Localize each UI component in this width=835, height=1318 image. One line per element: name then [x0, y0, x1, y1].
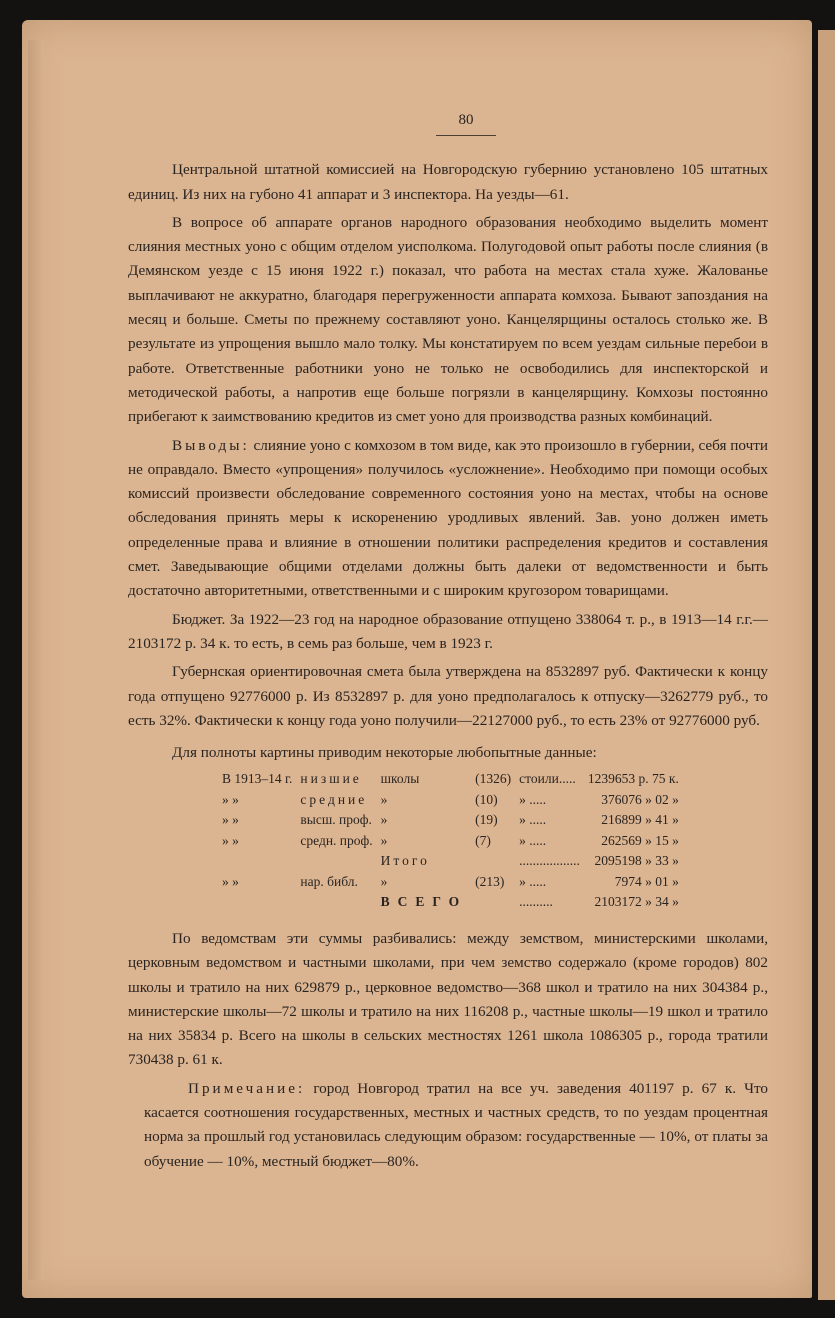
- table-intro: Для полноты картины приводим некоторые любопытные данные:: [172, 744, 597, 762]
- table-cell: » .....: [519, 812, 547, 828]
- table-cell: [218, 892, 296, 913]
- table-cell: средние: [300, 791, 368, 807]
- table-cell: » .....: [519, 791, 547, 807]
- conclusion-lead: Выводы:: [172, 436, 250, 454]
- note-lead: Примечание:: [188, 1079, 306, 1097]
- paragraph-conclusions: [128, 434, 768, 604]
- table-cell: (213): [475, 873, 505, 889]
- table-cell: ..........: [519, 894, 553, 910]
- table-cell: » »: [222, 832, 239, 848]
- paragraph-departments: По ведомствам эти суммы разбивались: между земством, министерскими школами, церковным ведомством и частными школами, при чем земство содержало (кроме городов) 802 школы и тратило на них 629879 р., церковное ведомство—368 школ и тратило на них 304384 р., министерские школы—72 школы и тратило на них 116208 р., частные школы—19 школ и тратило на них 35834 р. Всего на школы в сельских местностях 1261 школа 1086305 р., города тратили 730438 р. 61 к.: [128, 929, 768, 1069]
- table-cell: » »: [222, 812, 239, 828]
- table-cell: 376076 » 02 »: [601, 791, 679, 807]
- table-cell: Итого: [380, 853, 430, 869]
- paragraph-note: [144, 1077, 768, 1174]
- table-row-total: [218, 892, 683, 913]
- spacer: [128, 913, 768, 927]
- table-row: [218, 790, 683, 811]
- table-cell: нар. библ.: [300, 873, 358, 889]
- expenses-table: [218, 769, 683, 913]
- table-cell: ..................: [519, 853, 580, 869]
- note-text: город Новгород тратил на все уч. заведения 401197 р. 67 к. Что касается соотношения государственных, местных и частных средств, то по уездам процентная норма за прошлый год установилась следующим образом: государственные — 10%, от платы за обучение — 10%, местный бюджет—80%.: [144, 1079, 768, 1170]
- table-cell: низшие: [300, 771, 362, 787]
- table-cell: » .....: [519, 873, 547, 889]
- paragraph-apparatus: В вопросе об аппарате органов народного образования необходимо выделить момент слияния местных уоно с общим отделом уисполкома. Полугодовой опыт работы после слияния (в Демянском уезде с 15 июня 1922 г.) показал, что работа на местах стала хуже. Жалованье выплачивают не аккуратно, благодаря перегруженности аппарата комхоза. Бывают запоздания на месяц и больше. Сметы по прежнему составляют уоно. Канцелярщины осталось столько же. В результате из упрощения вышло мало толку. Мы констатируем по всем уездам сильные перебои в работе. Ответственные работники уоно не только не освободились для инспекторской и методической работы, а напротив еще больше погрязли в канцелярщину. Комхозы постоянно прибегают к заимствованию кредитов из смет уоно для производства разных комбинаций.: [128, 213, 768, 426]
- table-cell: »: [380, 812, 388, 828]
- table-cell: школы: [380, 771, 420, 787]
- table-cell: (1326): [475, 771, 512, 787]
- table-cell: [471, 851, 515, 872]
- adjacent-page-edge: [818, 30, 835, 1300]
- table-cell: (19): [475, 812, 498, 828]
- table-cell: [218, 851, 296, 872]
- table-row: [218, 769, 683, 790]
- page-number: 80: [436, 108, 496, 136]
- table-cell: (10): [475, 791, 498, 807]
- table-cell: [471, 892, 515, 913]
- table-row: [218, 872, 683, 893]
- table-cell: [296, 892, 376, 913]
- table-cell: ВСЕГО: [380, 894, 468, 910]
- table-cell: (7): [475, 832, 491, 848]
- table-cell: 216899 » 41 »: [601, 812, 679, 828]
- paragraph-staff: Центральной штатной комиссией на Новгородскую губернию установлено 105 штатных единиц. Из них на губоно 41 аппарат и 3 инспектора. На уезды—61.: [128, 161, 768, 203]
- table-cell: » »: [222, 873, 239, 889]
- table-cell: высш. проф.: [300, 812, 372, 828]
- conclusion-text: слияние уоно с комхозом в том виде, как это произошло в губернии, себя почти не оправдало. Вместо «упрощения» получилось «усложнение». Необходимо при помощи особых комиссий произвести обследование современного состояния уоно на местах, чтобы на основе обследования принять меры к искоренению уродливых явлений. Зав. уоно должен иметь определенные права и влияние в отношении политики распределения кредитов и составления смет. Заведывающие общими отделами должны быть далеки от ведомственности и быть достаточно авторитетными, ответственными и с широким кругозором товарищами.: [128, 436, 768, 600]
- page-binding-edge: [28, 40, 44, 1280]
- table-cell: 1239653 р. 75 к.: [587, 771, 679, 787]
- table-cell: » .....: [519, 832, 547, 848]
- table-cell: »: [380, 791, 388, 807]
- table-cell: 2103172 » 34 »: [594, 894, 679, 910]
- table-cell: стоили.....: [519, 771, 576, 787]
- table-cell: » »: [222, 791, 239, 807]
- table-cell: »: [380, 873, 388, 889]
- table-cell: 262569 » 15 »: [601, 832, 679, 848]
- table-row: [218, 831, 683, 852]
- table-cell: [296, 851, 376, 872]
- page-text: [128, 108, 768, 1178]
- table-row: [218, 810, 683, 831]
- table-cell: В 1913–14 г.: [222, 771, 293, 787]
- table-cell: средн. проф.: [300, 832, 373, 848]
- paragraph-estimate: Губернская ориентировочная смета была утверждена на 8532897 руб. Фактически к концу года отпущено 92776000 р. Из 8532897 р. для уоно предполагалось к отпуску—3262779 руб., то есть 32%. Фактически к концу года уоно получили—22127000 руб., то есть 23% от 92776000 руб.: [128, 663, 768, 729]
- table-cell: 2095198 » 33 »: [594, 853, 679, 869]
- table-cell: 7974 » 01 »: [614, 873, 679, 889]
- table-row-subtotal: [218, 851, 683, 872]
- table-cell: »: [380, 832, 388, 848]
- paragraph-budget: Бюджет. За 1922—23 год на народное образование отпущено 338064 т. р., в 1913—14 г.г.—2103172 р. 34 к. то есть, в семь раз больше, чем в 1923 г.: [128, 610, 768, 652]
